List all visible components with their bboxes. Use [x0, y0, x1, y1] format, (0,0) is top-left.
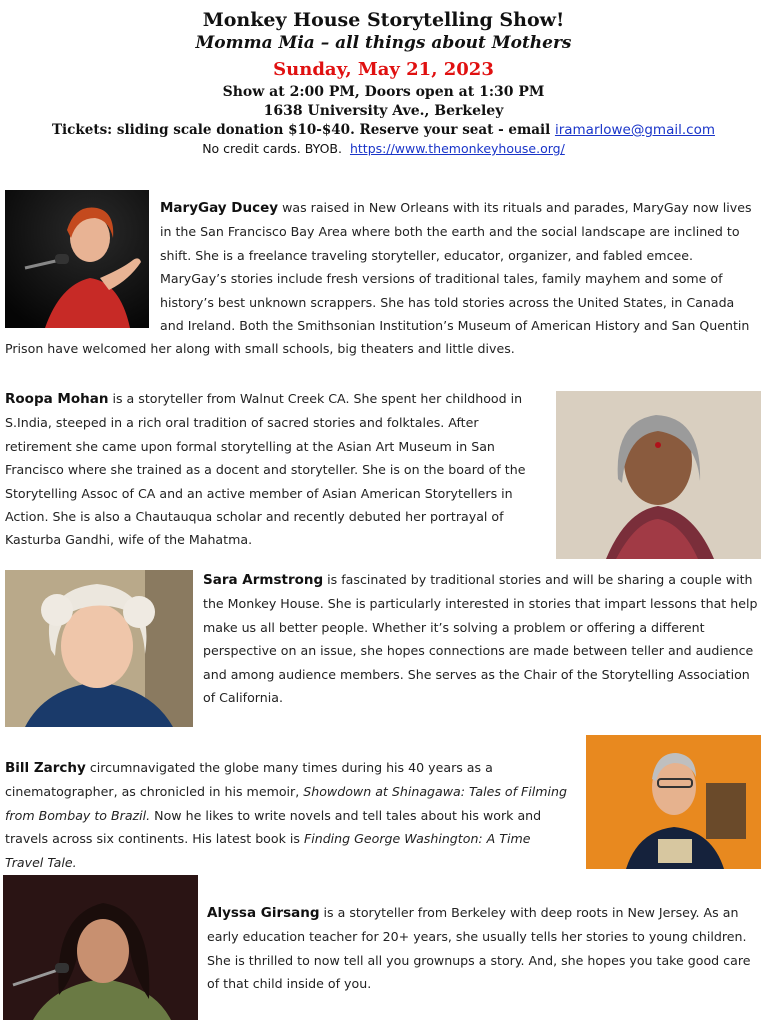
performer-name: Alyssa Girsang	[207, 905, 320, 921]
bio-text: is fascinated by traditional stories and will be sharing a couple with the Monkey House. She is particularly interested in stories that impart lessons that help make us all better people. Whether it’s solving a problem or offering a different perspective on an issue, she hopes connections are made between teller and audience and among audience members. She serves as the Chair of the Storytelling Association of California.	[203, 572, 758, 706]
performer-name: Sara Armstrong	[203, 572, 324, 588]
event-subtitle: Momma Mia – all things about Mothers	[195, 33, 572, 53]
event-header	[0, 8, 767, 158]
roopa-photo	[556, 391, 761, 559]
bio-text: Now he likes to write novels and tell tales about his work and travels across six continents. His latest book is	[5, 807, 542, 847]
book-title: Showdown at Shinagawa: Tales of Filming from Bombay to Brazil.	[5, 784, 568, 823]
bill-bio	[5, 756, 570, 874]
sara-bio	[203, 568, 761, 709]
email-link[interactable]: iramarlowe@gmail.com	[554, 122, 715, 138]
event-date: Sunday, May 21, 2023	[273, 59, 494, 80]
bill-photo	[586, 735, 761, 869]
performer-name: Bill Zarchy	[5, 760, 86, 776]
bio-text: was raised in New Orleans with its rituals and parades, MaryGay now lives in the San Francisco Bay Area where both the earth and the social landscape are inclined to shift. She is a freelance traveling storyteller, educator, organizer, and fabled emcee. MaryGay’s stories include fresh versions of traditional tales, family mayhem and some of history’s best unknown scrappers. She has told stories across the United States, in Canada and Ireland. Both the Smithsonian Institution’s Museum of American History and San Quentin Prison have welcomed her along with small schools, big theaters and little dives.	[5, 200, 752, 357]
bio-text: circumnavigated the globe many times during his 40 years as a cinematographer, as chronicled in his memoir,	[5, 760, 493, 800]
performer-name: Roopa Mohan	[5, 391, 109, 407]
bio-text: is a storyteller from Walnut Creek CA. She spent her childhood in S.India, steeped in a rich oral tradition of sacred stories and folktales. After retirement she came upon formal storytelling at the Asian Art Museum in San Francisco where she trained as a docent and storyteller. She is on the board of the Storytelling Assoc of CA and an active member of Asian American Storytellers in Action. She is also a Chautauqua scholar and recently debuted her portrayal of Kasturba Gandhi, wife of the Mahatma.	[5, 391, 526, 548]
event-title: Monkey House Storytelling Show!	[202, 9, 565, 31]
roopa-bio	[5, 387, 545, 552]
no-credit-line	[0, 140, 767, 158]
tickets-line	[0, 121, 767, 140]
bio-text: is a storyteller from Berkeley with deep roots in New Jersey. As an early education teacher for 20+ years, she usually tells her stories to young children. She is thrilled to now tell all you grownups a story. And, she hopes you take good care of that child inside of you.	[207, 905, 751, 992]
website-link[interactable]: https://www.themonkeyhouse.org/	[349, 141, 565, 156]
show-time: Show at 2:00 PM, Doors open at 1:30 PM	[222, 84, 545, 100]
sara-photo	[5, 570, 193, 727]
book-title: Finding George Washington: A Time Travel Tale.	[5, 831, 531, 870]
alyssa-photo	[3, 875, 198, 1020]
performer-name: MaryGay Ducey	[160, 200, 279, 216]
alyssa-bio	[207, 901, 761, 996]
venue-address: 1638 University Ave., Berkeley	[263, 103, 504, 119]
no-credit-text: No credit cards. BYOB.	[202, 141, 342, 156]
marygay-bio	[5, 196, 760, 361]
tickets-text: Tickets: sliding scale donation $10-$40. Reserve your seat - email	[52, 122, 551, 138]
photo-spacer	[5, 196, 160, 334]
